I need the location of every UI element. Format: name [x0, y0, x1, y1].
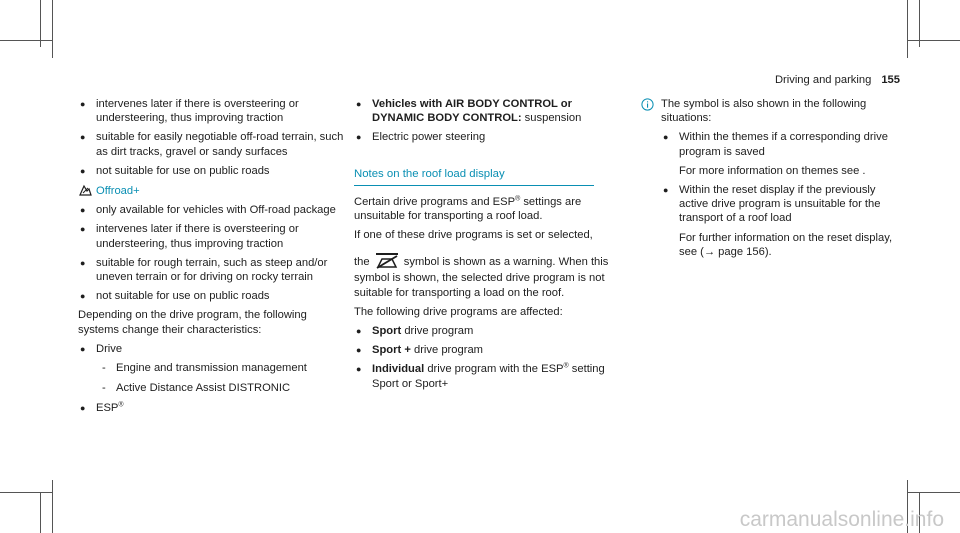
list-item: ● Within the themes if a corresponding drive program is saved	[663, 131, 888, 158]
watermark: carmanualsonline.info	[739, 507, 944, 531]
crop-mark	[52, 480, 53, 533]
list-item: ● Within the reset display if the previously active drive program is unsuitable for the transport of a roof load	[663, 184, 881, 225]
paragraph: If one of these drive programs is set or selected,	[354, 229, 593, 242]
crop-mark	[907, 40, 960, 41]
list-item: ● not suitable for use on public roads	[80, 164, 270, 177]
roof-load-warning-icon	[374, 251, 400, 271]
column-right	[641, 97, 901, 264]
header-title: Driving and parking	[774, 74, 872, 86]
page-header	[775, 73, 900, 87]
crop-mark	[52, 0, 53, 58]
list-item: ● Electric power steering	[356, 131, 486, 144]
list-item: ● not suitable for use on public roads	[80, 290, 270, 303]
list-item: ● only available for vehicles with Off-road package	[80, 204, 336, 217]
crop-mark	[907, 492, 960, 493]
list-item: ● suitable for easily negotiable off-road terrain, such as dirt tracks, gravel or sandy surfaces	[80, 131, 344, 158]
column-left	[78, 97, 350, 421]
crop-mark	[907, 0, 908, 58]
paragraph: the symbol is shown as a warning. When this symbol is shown, the selected drive program is not suitable for transporting a load on the roof.	[354, 251, 624, 299]
info-note: The symbol is also shown in the following situations: ● Within the themes if a corresponding drive program is saved For more information on themes see . ● Within the reset display if the previously active drive program is unsuitable for the transport of a roof load For further information on the reset display, see (→ page 156).	[641, 97, 901, 259]
offroad-icon	[79, 184, 92, 197]
list-item: ● Sport + drive program	[356, 344, 483, 357]
paragraph: Certain drive programs and ESP® settings are unsuitable for transporting a roof load.	[354, 195, 582, 223]
column-middle	[354, 97, 624, 396]
list-item: ● Individual drive program with the ESP® setting Sport or Sport+	[356, 362, 605, 390]
list-item-esp: ● ESP®	[80, 401, 124, 415]
crop-mark	[0, 492, 52, 493]
page-number: 155	[881, 74, 900, 86]
sub-paragraph: For more information on themes see .	[679, 164, 866, 177]
list-item: ● Vehicles with AIR BODY CONTROL or DYNAMIC BODY CONTROL: suspension	[356, 98, 582, 125]
depending-text: Depending on the drive program, the following systems change their characteristics:	[78, 309, 307, 336]
list-item: ● intervenes later if there is oversteering or understeering, thus improving traction	[80, 223, 299, 250]
crop-mark	[0, 40, 52, 41]
sub-item: - Engine and transmission management	[102, 362, 307, 375]
offroad-heading	[78, 184, 350, 198]
list-item-drive: ● Drive	[80, 342, 123, 355]
offroad-label: Offroad+	[96, 185, 140, 198]
sub-item: - Active Distance Assist DISTRONIC	[102, 382, 291, 395]
list-item: ● Sport drive program	[356, 325, 474, 338]
info-icon	[641, 98, 654, 111]
list-item: ● suitable for rough terrain, such as steep and/or uneven terrain or for driving on rocky terrain	[80, 256, 328, 284]
list-item: ● intervenes later if there is oversteering or understeering, thus improving traction	[80, 98, 299, 125]
crop-mark	[40, 492, 41, 533]
paragraph: The following drive programs are affected:	[354, 305, 563, 318]
sub-paragraph: For further information on the reset display, see (→ page 156).	[679, 231, 893, 258]
section-title: Notes on the roof load display	[354, 167, 594, 186]
